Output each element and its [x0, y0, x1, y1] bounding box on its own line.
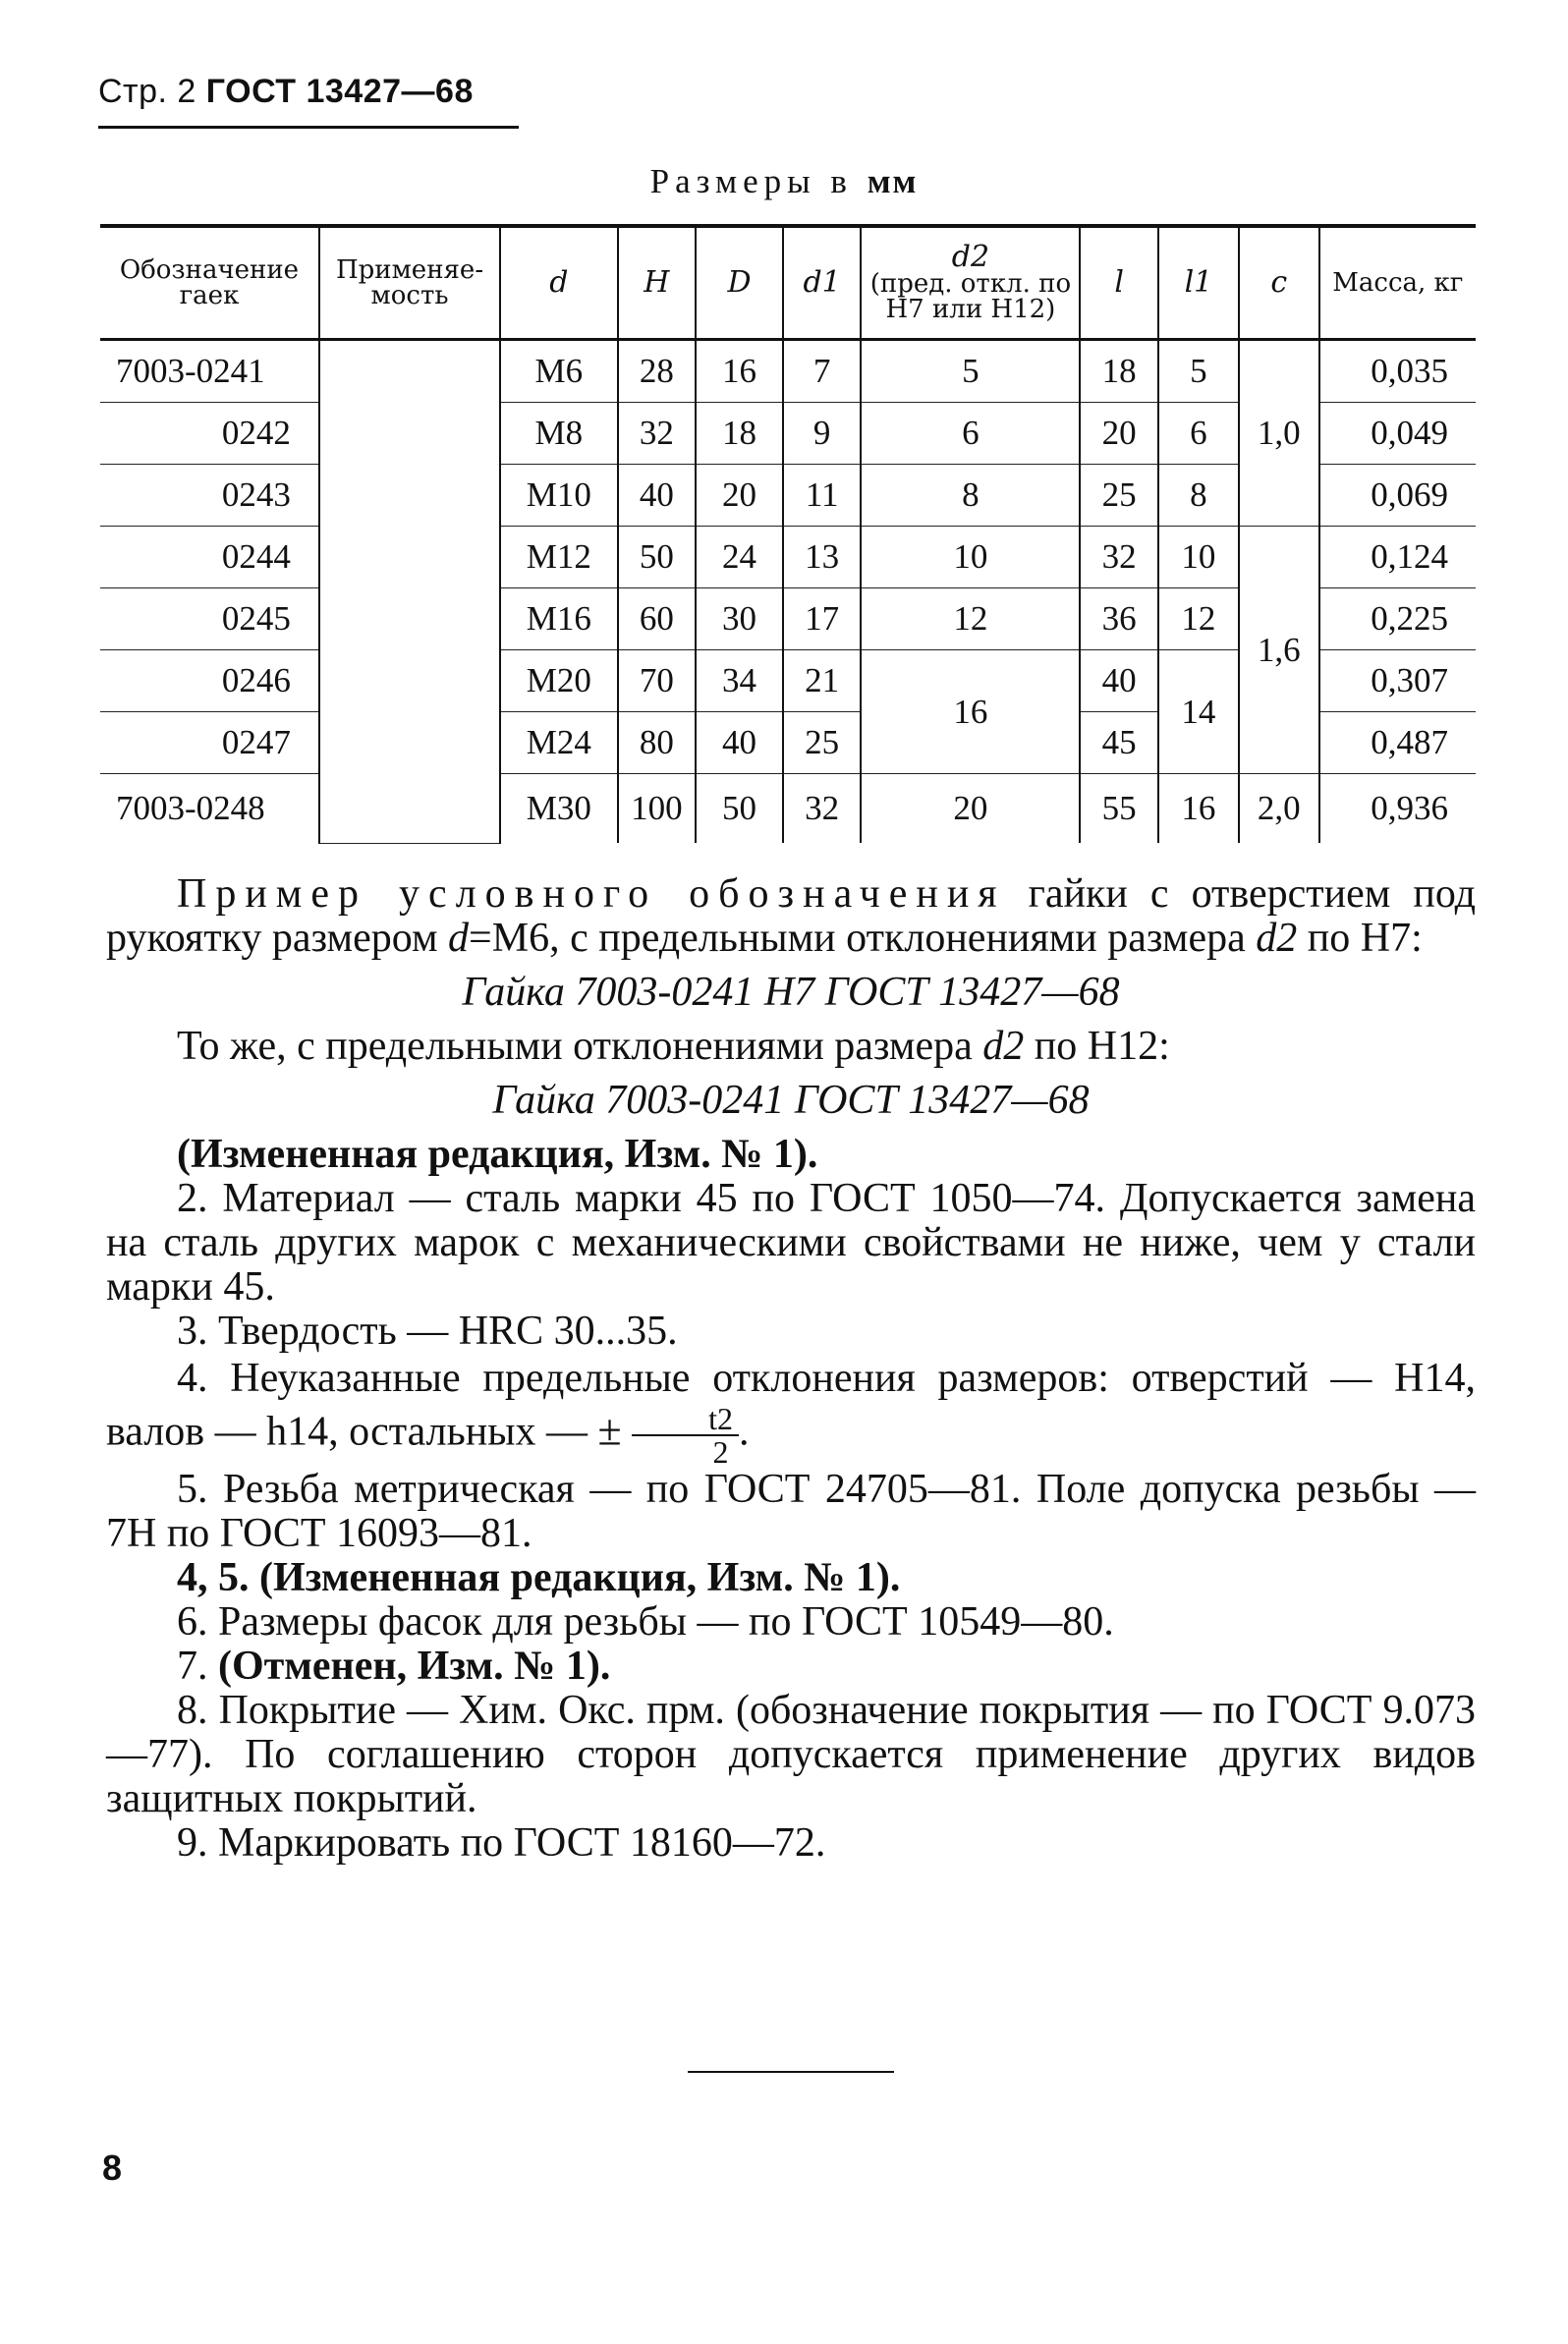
cell-designation: 0244 — [100, 527, 319, 588]
example-text-2: с предельными отклонениями размера — [570, 916, 1246, 961]
header-applicability: Применяе-мость — [319, 226, 500, 340]
plus-minus-sign: ± — [597, 1406, 622, 1455]
page-number: 8 — [102, 2148, 123, 2188]
item-2: 2. Материал — сталь марки 45 по ГОСТ 1050—74. Допускается замена на сталь других марок с механическими свойствами не ниже, чем у стали марки 45. — [106, 1176, 1476, 1310]
cell-d1: 25 — [783, 712, 862, 774]
cell-l1: 8 — [1158, 465, 1239, 527]
same-paragraph — [106, 1025, 1476, 1069]
cell-designation: 0243 — [100, 465, 319, 527]
cell-l: 25 — [1080, 465, 1158, 527]
example-size: =М6, — [469, 916, 560, 961]
caption-words: Размеры — [649, 162, 816, 200]
cell-d1: 11 — [783, 465, 862, 527]
item-3: 3. Твердость — HRC 30...35. — [177, 1309, 678, 1354]
table-header-row — [100, 226, 1476, 340]
cell-d1: 13 — [783, 527, 862, 588]
cell-d2: 8 — [861, 465, 1080, 527]
item-7-number: 7. — [177, 1644, 208, 1689]
page-label: Стр. 2 — [98, 73, 196, 110]
header-h: H — [618, 226, 697, 340]
item-4-text: 4. Неуказанные предельные отклонения размеров: отверстий — Н14, валов — h14, остальных — — [106, 1356, 1476, 1455]
cell-d: М10 — [500, 465, 617, 527]
table-row — [100, 527, 1476, 588]
standard-number: ГОСТ 13427—68 — [205, 73, 474, 110]
example-designation-2: Гайка 7003-0241 ГОСТ 13427—68 — [492, 1078, 1090, 1123]
cell-h: 40 — [618, 465, 697, 527]
cell-l: 32 — [1080, 527, 1158, 588]
item-7-text: (Отменен, Изм. № 1). — [218, 1644, 611, 1689]
cell-l: 45 — [1080, 712, 1158, 774]
fraction-numerator: t2 — [632, 1403, 739, 1436]
cell-l: 36 — [1080, 588, 1158, 650]
fraction-denominator: 2 — [712, 1434, 729, 1470]
revision-note-45: 4, 5. (Измененная редакция, Изм. № 1). — [177, 1555, 901, 1600]
cell-d2: 6 — [861, 403, 1080, 465]
cell-d2: 20 — [861, 774, 1080, 844]
cell-d2: 5 — [861, 340, 1080, 403]
item-4-end: . — [739, 1409, 750, 1455]
example-text: гайки с отверстием под рукоятку размером — [106, 871, 1476, 961]
cell-d1: 9 — [783, 403, 862, 465]
cell-designation: 0246 — [100, 650, 319, 712]
cell-applicability — [319, 340, 500, 844]
cell-h: 28 — [618, 340, 697, 403]
cell-d1: 7 — [783, 340, 862, 403]
cell-d: М24 — [500, 712, 617, 774]
cell-l1: 16 — [1158, 774, 1239, 844]
cell-d: М20 — [500, 650, 617, 712]
cell-d1: 17 — [783, 588, 862, 650]
header-l1: l1 — [1158, 226, 1239, 340]
cell-mass: 0,035 — [1319, 340, 1476, 403]
item-5: 5. Резьба метрическая — по ГОСТ 24705—81. Поле допуска резьбы — 7Н по ГОСТ 16093—81. — [106, 1467, 1476, 1556]
cell-l: 20 — [1080, 403, 1158, 465]
header-mass: Масса, кг — [1319, 226, 1476, 340]
item-6: 6. Размеры фасок для резьбы — по ГОСТ 10549—80. — [177, 1599, 1114, 1645]
header-rule — [98, 126, 519, 129]
cell-big-d: 30 — [696, 588, 783, 650]
body-text — [106, 872, 1476, 1866]
cell-d: М16 — [500, 588, 617, 650]
cell-big-d: 24 — [696, 527, 783, 588]
cell-designation: 7003-0248 — [116, 789, 265, 827]
table-caption — [0, 162, 1568, 201]
cell-mass: 0,936 — [1319, 774, 1476, 844]
cell-h: 70 — [618, 650, 697, 712]
header-d1: d1 — [783, 226, 862, 340]
cell-h: 80 — [618, 712, 697, 774]
cell-big-d: 18 — [696, 403, 783, 465]
cell-big-d: 16 — [696, 340, 783, 403]
cell-mass: 0,225 — [1319, 588, 1476, 650]
cell-l1: 14 — [1158, 650, 1239, 774]
cell-c: 1,0 — [1239, 340, 1319, 527]
cell-d: М8 — [500, 403, 617, 465]
example-h7: по Н7: — [1307, 916, 1423, 961]
cell-h: 100 — [618, 774, 697, 844]
cell-designation: 0247 — [100, 712, 319, 774]
header-d2-symbol: d2 — [951, 239, 990, 274]
header-designation: Обозначение гаек — [100, 226, 319, 340]
item-8: 8. Покрытие — Хим. Окс. прм. (обозначение покрытия — по ГОСТ 9.073—77). По соглашению сторон допускается применение других видов защитных покрытий. — [106, 1688, 1476, 1821]
header-d: d — [500, 226, 617, 340]
cell-d2: 12 — [861, 588, 1080, 650]
cell-designation: 0245 — [100, 588, 319, 650]
header-big-d: D — [696, 226, 783, 340]
dimensions-table — [100, 224, 1476, 844]
cell-h: 60 — [618, 588, 697, 650]
cell-l1: 12 — [1158, 588, 1239, 650]
cell-l: 40 — [1080, 650, 1158, 712]
cell-mass: 0,049 — [1319, 403, 1476, 465]
cell-l1: 5 — [1158, 340, 1239, 403]
caption-unit-prefix: в — [830, 162, 853, 200]
cell-d: М6 — [500, 340, 617, 403]
cell-d1: 32 — [783, 774, 862, 844]
example-paragraph — [106, 872, 1476, 961]
header-d2 — [861, 226, 1080, 340]
cell-h: 50 — [618, 527, 697, 588]
item-7 — [106, 1645, 1476, 1689]
cell-designation: 7003-0241 — [100, 340, 319, 403]
example-d2-symbol: d2 — [1256, 916, 1298, 961]
cell-d: М30 — [500, 774, 617, 844]
header-l: l — [1080, 226, 1158, 340]
same-h12: по Н12: — [1034, 1024, 1170, 1069]
example-d-symbol: d — [448, 916, 470, 961]
cell-h: 32 — [618, 403, 697, 465]
cell-mass: 0,124 — [1319, 527, 1476, 588]
end-rule — [688, 2071, 894, 2073]
table-row — [100, 340, 1476, 403]
cell-d2: 16 — [861, 650, 1080, 774]
same-d2-symbol: d2 — [982, 1024, 1025, 1069]
cell-big-d: 50 — [696, 774, 783, 844]
revision-note-1: (Измененная редакция, Изм. № 1). — [177, 1132, 818, 1177]
cell-l: 55 — [1080, 774, 1158, 844]
header-c: c — [1239, 226, 1319, 340]
item-4 — [106, 1354, 1476, 1468]
example-designation-1: Гайка 7003-0241 Н7 ГОСТ 13427—68 — [462, 970, 1120, 1015]
cell-l1: 10 — [1158, 527, 1239, 588]
cell-mass: 0,487 — [1319, 712, 1476, 774]
table-row — [100, 774, 1476, 844]
header-d2-note: (пред. откл. по Н7 или Н12) — [869, 268, 1072, 324]
example-heading: Пример условного обозначения — [177, 871, 1006, 917]
cell-big-d: 40 — [696, 712, 783, 774]
cell-mass: 0,307 — [1319, 650, 1476, 712]
page-header — [98, 73, 474, 111]
cell-l: 18 — [1080, 340, 1158, 403]
cell-mass: 0,069 — [1319, 465, 1476, 527]
cell-d: М12 — [500, 527, 617, 588]
cell-d2: 10 — [861, 527, 1080, 588]
cell-d1: 21 — [783, 650, 862, 712]
cell-big-d: 34 — [696, 650, 783, 712]
tolerance-fraction — [632, 1403, 739, 1468]
cell-designation: 0242 — [100, 403, 319, 465]
cell-c: 2,0 — [1239, 774, 1319, 844]
cell-c: 1,6 — [1239, 527, 1319, 774]
item-9: 9. Маркировать по ГОСТ 18160—72. — [177, 1820, 826, 1866]
caption-unit: мм — [867, 162, 919, 200]
same-text: То же, с предельными отклонениями размера — [177, 1024, 973, 1069]
cell-l1: 6 — [1158, 403, 1239, 465]
cell-big-d: 20 — [696, 465, 783, 527]
